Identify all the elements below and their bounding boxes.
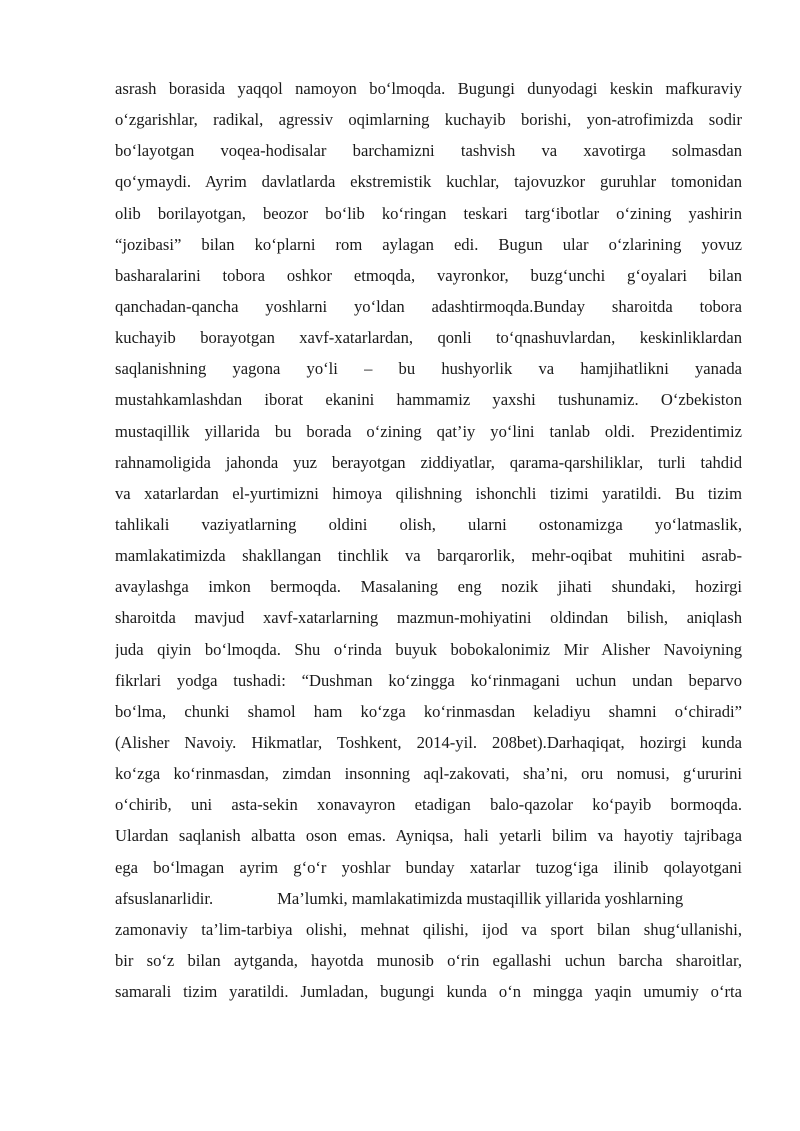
text-line-16: mamlakatimizda shakllangan tinchlik va barqarorlik, mehr-oqibat muhitini asrab- (115, 546, 742, 566)
text-line-1: asrash borasida yaqqol namoyon bo‘lmoqda. Bugungi dunyodagi keskin mafkuraviy (115, 79, 742, 98)
text-line-3: bo‘layotgan voqea-hodisalar barchamizni tashvish va xavotirga solmasdan (115, 141, 742, 161)
text-line-15: tahlikali vaziyatlarning oldini olish, ularni ostonamizga yo‘latmaslik, (115, 514, 742, 534)
text-line-17: avaylashga imkon bermoqda. Masalaning eng nozik jihati shundaki, hozirgi (115, 577, 742, 597)
paragraph-end-text: afsuslanarlidir. (115, 888, 214, 908)
text-line-11: mustahkamlashdan iborat ekanini hammamiz yaxshi tushunamiz. O‘zbekiston (115, 390, 742, 410)
paragraph-start-text: Ma’lumki, mamlakatimizda mustaqillik yillarida yoshlarning (277, 888, 684, 908)
text-line-21: bo‘lma, chunki shamol ham ko‘zga ko‘rinmasdan keladiyu shamni o‘chiradi” (115, 701, 742, 721)
text-line-18: sharoitda mavjud xavf-xatarlarning mazmun-mohiyatini oldindan bilish, aniqlash (115, 608, 742, 628)
text-line-7: basharalarini tobora oshkor etmoqda, vayronkor, buzg‘unchi g‘oyalari bilan (115, 265, 742, 285)
text-line-27 (115, 883, 742, 914)
text-line-29: bir so‘z bilan aytganda, hayotda munosib o‘rin egallashi uchun barcha sharoitlar, (115, 950, 742, 970)
text-line-13: rahnamoligida jahonda yuz berayotgan ziddiyatlar, qarama-qarshiliklar, turli tahdid (115, 452, 742, 472)
text-line-30: samarali tizim yaratildi. Jumladan, bugungi kunda o‘n mingga yaqin umumiy o‘rta (115, 982, 742, 1002)
text-line-26: ega bo‘lmagan ayrim g‘o‘r yoshlar bunday xatarlar tuzog‘iga ilinib qolayotgani (115, 857, 742, 877)
document-page (115, 73, 742, 1007)
text-line-23: ko‘zga ko‘rinmasdan, zimdan insonning aql-zakovati, sha’ni, oru nomusi, g‘ururini (115, 764, 742, 784)
text-line-25: Ulardan saqlanish albatta oson emas. Ayniqsa, hali yetarli bilim va hayotiy tajribaga (115, 826, 742, 846)
text-line-4: qo‘ymaydi. Ayrim davlatlarda ekstremistik kuchlar, tajovuzkor guruhlar tomonidan (115, 172, 742, 192)
text-line-12: mustaqillik yillarida bu borada o‘zining qat’iy yo‘lini tanlab oldi. Prezidentimiz (115, 421, 742, 441)
text-line-19: juda qiyin bo‘lmoqda. Shu o‘rinda buyuk bobokalonimiz Mir Alisher Navoiyning (115, 639, 742, 659)
text-line-20: fikrlari yodga tushadi: “Dushman ko‘zingga ko‘rinmagani uchun undan beparvo (115, 670, 742, 690)
text-line-5: olib borilayotgan, beozor bo‘lib ko‘ringan teskari targ‘ibotlar o‘zining yashirin (115, 203, 742, 223)
text-line-10: saqlanishning yagona yo‘li – bu hushyorlik va hamjihatlikni yanada (115, 359, 742, 379)
text-line-2: o‘zgarishlar, radikal, agressiv oqimlarning kuchayib borishi, yon-atrofimizda sodir (115, 110, 742, 130)
text-line-14: va xatarlardan el-yurtimizni himoya qilishning ishonchli tizimi yaratildi. Bu tizim (115, 483, 742, 503)
text-line-24: o‘chirib, uni asta-sekin xonavayron etadigan balo-qazolar ko‘payib bormoqda. (115, 795, 742, 815)
text-line-6: “jozibasi” bilan ko‘plarni rom aylagan edi. Bugun ular o‘zlarining yovuz (115, 234, 742, 254)
text-line-28: zamonaviy ta’lim-tarbiya olishi, mehnat qilishi, ijod va sport bilan shug‘ullanishi, (115, 919, 742, 939)
text-line-9: kuchayib borayotgan xavf-xatarlardan, qonli to‘qnashuvlardan, keskinliklardan (115, 328, 742, 348)
text-line-22: (Alisher Navoiy. Hikmatlar, Toshkent, 2014-yil. 208bet).Darhaqiqat, hozirgi kunda (115, 732, 742, 752)
text-line-8: qanchadan-qancha yoshlarni yo‘ldan adashtirmoqda.Bunday sharoitda tobora (115, 296, 742, 316)
